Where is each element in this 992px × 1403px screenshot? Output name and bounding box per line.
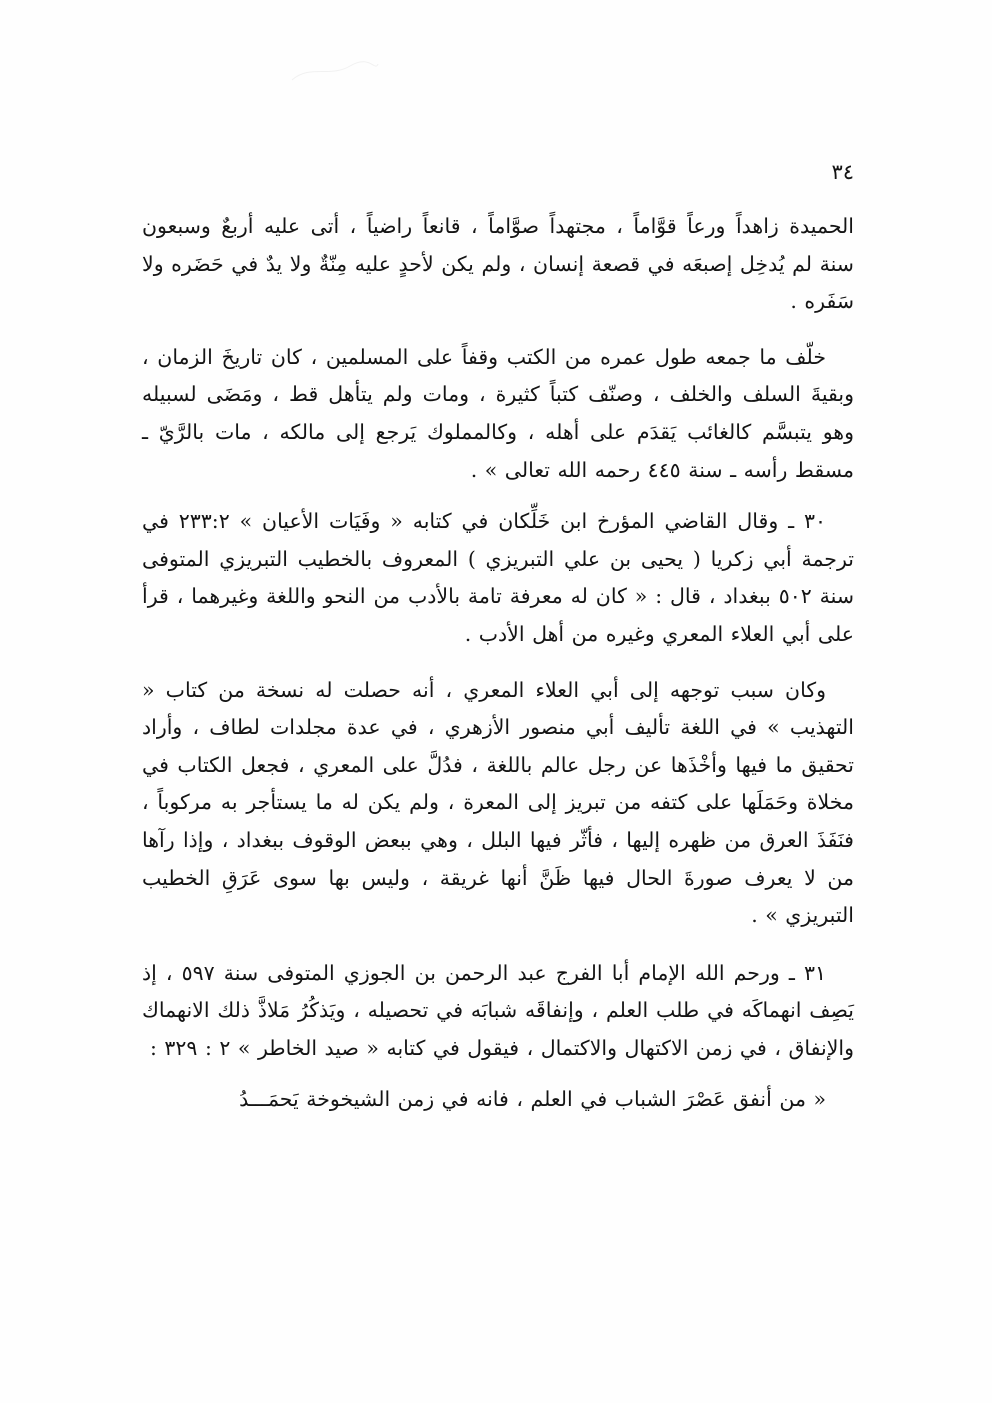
paragraph-2-text: خلّف ما جمعه طول عمره من الكتب وقفاً على المسلمين ، كان تاريخَ الزمان ، وبقيةَ السلف والخلف ، وصنّف كتباً كثيرة ، ومات ولم يتأهل قط ، ومَضَى لسبيله وهو يتبسَّم كالغائب يَقدَم على أهله ، وكالمملوك يَرجع إلى مالكه ، مات بالرَّيّ ـ مسقط رأسه ـ سنة ٤٤٥ رحمه الله تعالى » . xyxy=(142,344,854,482)
body-text xyxy=(142,208,854,1119)
paragraph-3 xyxy=(142,503,854,653)
paragraph-3-text: ٣٠ ـ وقال القاضي المؤرخ ابن خَلِّكان في كتابه « وفَيَات الأعيان » ٢٣٣:٢ في ترجمة أبي زكريا ( يحيى بن علي التبريزي ) المعروف بالخطيب التبريزي المتوفى سنة ٥٠٢ ببغداد ، قال : « كان له معرفة تامة بالأدب من النحو واللغة وغيرهما ، قرأ على أبي العلاء المعري وغيره من أهل الأدب . xyxy=(142,509,854,646)
paragraph-4 xyxy=(142,672,854,935)
page-number: ٣٤ xyxy=(831,160,854,184)
paragraph-6-text: « من أنفق عَصْرَ الشباب في العلم ، فانه في زمن الشيخوخة يَحمَـــدُ xyxy=(239,1087,826,1112)
paragraph-1-text: الحميدة زاهداً ورعاً قوَّاماً ، مجتهداً صوَّاماً ، قانعاً راضياً ، أتى عليه أربعٌ وسبعون سنة لم يُدخِل إصبعَه في قصعة إنسان ، ولم يكن لأحدٍ عليه مِنّةٌ ولا يدٌ في حَضَره ولا سَفَره . xyxy=(142,214,854,314)
paragraph-5 xyxy=(142,955,854,1068)
paragraph-4-text: وكان سبب توجهه إلى أبي العلاء المعري ، أنه حصلت له نسخة من كتاب « التهذيب » في اللغة تأليف أبي منصور الأزهري ، في عدة مجلدات لطاف ، وأراد تحقيق ما فيها وأخْذَها عن رجل عالم باللغة ، فدُلَّ على المعري ، فجعل الكتاب في مخلاة وحَمَلَها على كتفه من تبريز إلى المعرة ، ولم يكن له ما يستأجر به مركوباً ، فنَفَذَ العرق من ظهره إليها ، فأثّر فيها البلل ، وهي ببعض الوقوف ببغداد ، وإذا رآها من لا يعرف صورةَ الحال فيها ظَنَّ أنها غريقة ، وليس بها سوى عَرَقِ الخطيب التبريزي » . xyxy=(142,677,854,928)
paragraph-2 xyxy=(142,339,854,489)
paragraph-6 xyxy=(142,1081,854,1119)
scan-noise-mark xyxy=(290,60,380,84)
paragraph-1 xyxy=(142,208,854,321)
paragraph-5-text: ٣١ ـ ورحم الله الإمام أبا الفرج عبد الرحمن بن الجوزي المتوفى سنة ٥٩٧ ، إذ يَصِف انهماكَه في طلب العلم ، وإنفاقَه شبابَه في تحصيله ، ويَذكُرُ مَلاذَّ ذلك الانهماك والإنفاق ، في زمن الاكتهال والاكتمال ، فيقول في كتابه « صيد الخاطر » ٢ : ٣٢٩ : xyxy=(142,960,854,1060)
